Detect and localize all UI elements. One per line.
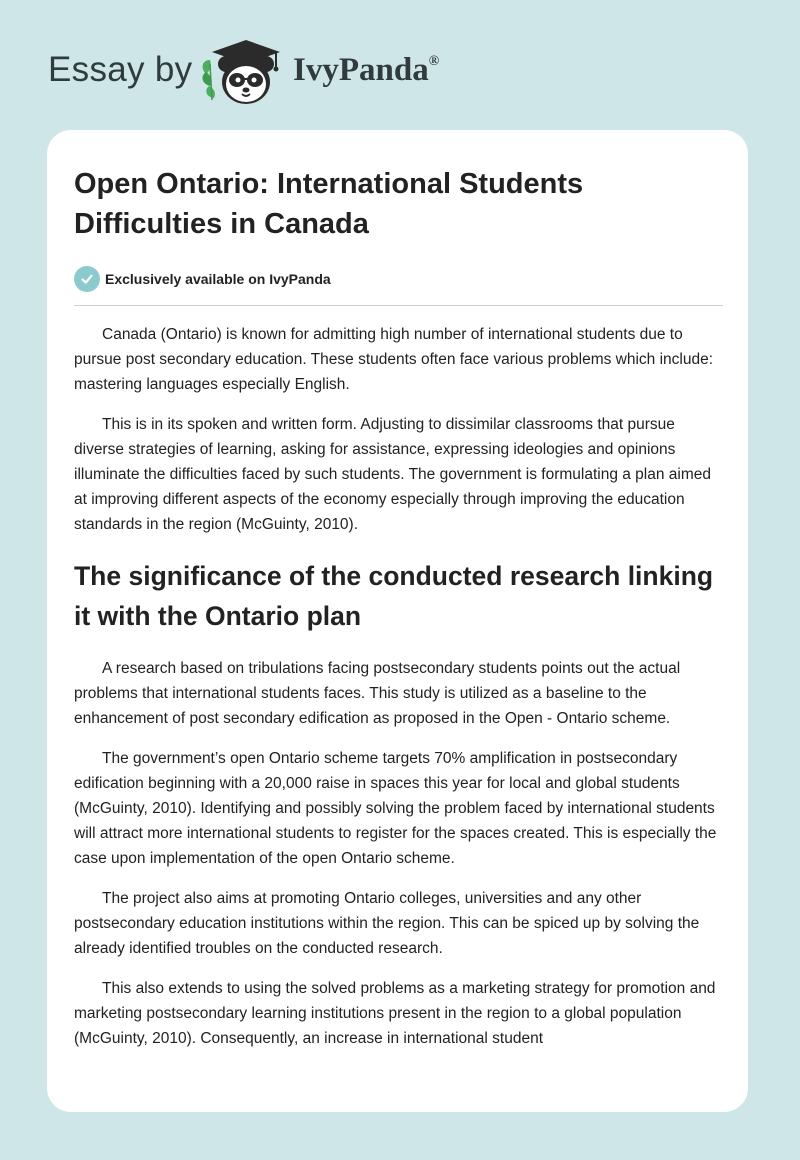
page-title: Open Ontario: International Students Difficulties in Canada [74, 168, 584, 240]
paragraph: This also extends to using the solved problems as a marketing strategy for promotion and marketing postsecondary learning institutions present in the region to a global population (McGuinty, 2010). Consequently, an increase in international student [74, 980, 716, 1047]
exclusive-badge [74, 266, 723, 292]
paragraph: Canada (Ontario) is known for admitting high number of international students due to pursue post secondary education. These students often face various problems which include: mastering languages especially English. [74, 326, 714, 393]
paragraph: The project also aims at promoting Ontario colleges, universities and any other postsecondary education institutions within the region. This can be spiced up by solving the already identified troubles on the conducted research. [74, 890, 700, 957]
essay-content [74, 164, 723, 1051]
ivypanda-logo-icon[interactable] [200, 34, 292, 108]
paragraph: This is in its spoken and written form. Adjusting to dissimilar classrooms that pursue diverse strategies of learning, asking for assistance, expressing ideologies and opinions illuminate the difficulties faced by such students. The government is formulating a plan aimed at improving different aspects of the economy especially through improving the education standards in the region (McGuinty, 2010). [74, 416, 711, 533]
essay-card [47, 130, 748, 1112]
paragraph: The government’s open Ontario scheme targets 70% amplification in postsecondary edification beginning with a 20,000 raise in spaces this year for local and global students (McGuinty, 2010). Identifying and possibly solving the problem faced by international students will attract more international students to register for the spaces created. This is especially the case upon implementation of the open Ontario scheme. [74, 750, 717, 867]
paragraph: A research based on tribulations facing postsecondary students points out the actual problems that international students faces. This study is utilized as a baseline to the enhancement of post secondary edification as proposed in the Open - Ontario scheme. [74, 660, 681, 727]
check-circle-icon [74, 266, 100, 292]
essay-by-label: Essay by [48, 50, 193, 89]
divider [74, 305, 723, 306]
exclusive-badge-label: Exclusively available on IvyPanda [105, 271, 331, 287]
site-header [0, 0, 800, 130]
brand-name[interactable]: IvyPanda® [293, 52, 440, 88]
section-heading: The significance of the conducted research linking it with the Ontario plan [74, 561, 714, 631]
registered-mark: ® [428, 54, 440, 69]
